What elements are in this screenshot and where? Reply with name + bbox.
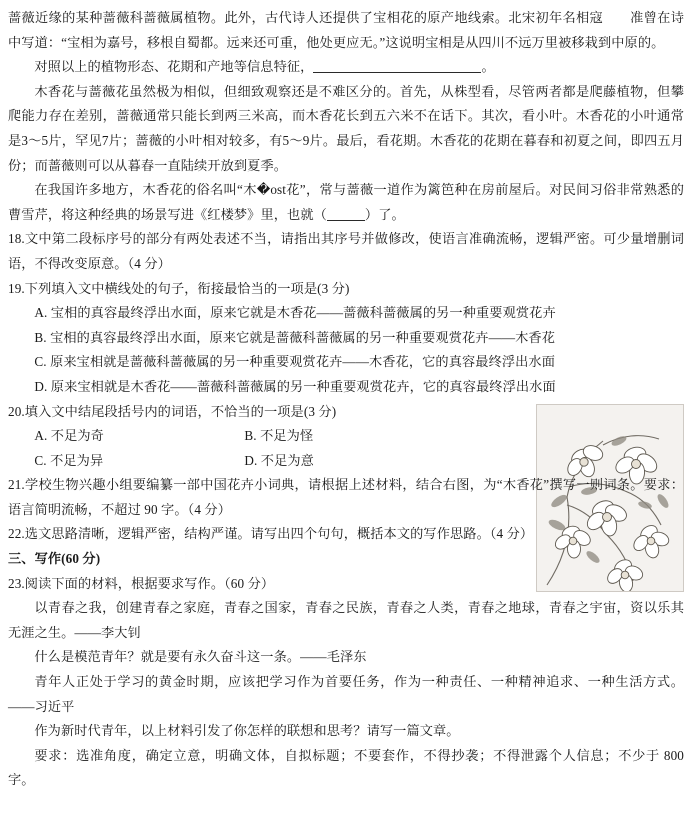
writing-quote-2-text: 什么是模范青年？就是要有永久奋斗这一条。 xyxy=(34,649,301,665)
question-18 xyxy=(8,227,684,276)
paragraph-compare: 木香花与蔷薇花虽然极为相似，但细致观察还是不难区分的。首先，从株型看，尽管两者都是爬藤植物，但攀爬能力存在差别，蔷薇通常只能长到两三米高，而木香花长到五六米不在话下。其次，看小叶。木香花的小叶通常是3～5片，罕见7片；蔷薇的小叶相对较多，有5～9片。最后，看花期。木香花的花期在暮春和初夏之间，即四五月份；而蔷薇则可以从暮春一直陆续开放到夏季。 xyxy=(8,83,684,173)
writing-quote-2-attribution: ——毛泽东 xyxy=(300,649,367,665)
question-22-text: 选文思路清晰，逻辑严密，结构严谨。请写出四个句句，概括本文的写作思路。（4 分） xyxy=(24,526,534,542)
fill-in-blank-mid[interactable] xyxy=(327,220,365,221)
question-20-option-row-2 xyxy=(8,449,684,474)
question-19-option-b[interactable]: B. 宝相的真容最终浮出水面，原来它就是蔷薇科蔷薇属的另一种重要观赏花卉——木香花 xyxy=(34,329,556,345)
question-21-text: 学校生物兴趣小组要编纂一部中国花卉小词典，请根据上述材料，结合右图，为“木香花”撰写一则词条。要求：语言简明流畅，不超过 90 字。（4 分） xyxy=(8,477,684,517)
paragraph-folk-after: ）了。 xyxy=(364,206,405,222)
question-23-text: 阅读下面的材料，根据要求写作。（60 分） xyxy=(24,575,275,591)
paragraph-intro-2 xyxy=(8,55,684,80)
writing-quote-2 xyxy=(8,645,684,670)
question-20-option-d[interactable]: D. 不足为意 xyxy=(244,452,314,468)
exam-body xyxy=(8,6,684,793)
question-19-option-c[interactable]: C. 原来宝相就是蔷薇科蔷薇属的另一种重要观赏花卉——木香花，它的真容最终浮出水面 xyxy=(34,354,556,370)
question-18-text: 文中第二段标序号的部分有两处表述不当，请指出其序号并做修改，使语言准确流畅，逻辑严密。可少量增删词语，不得改变原意。（4 分） xyxy=(8,231,684,271)
question-20-option-a[interactable]: A. 不足为奇 xyxy=(34,428,104,444)
paragraph-intro-2-after: 。 xyxy=(481,59,495,75)
question-19-option-d[interactable]: D. 原来宝相就是木香花——蔷薇科蔷薇属的另一种重要观赏花卉，它的真容最终浮出水面 xyxy=(34,378,556,394)
paragraph-folk-before: 在我国许多地方，木香花的俗名叫“木�ost花”，常与蔷薇一道作为篱笆种在房前屋后。对民间习俗非常熟悉的曹雪芹，将这种经典的场景写进《红楼梦》里，也就（ xyxy=(8,182,684,222)
question-22-number: 22. xyxy=(8,526,25,542)
question-20-number: 20. xyxy=(8,403,25,419)
question-20-stem xyxy=(8,400,684,425)
question-19-text: 下列填入文中横线处的句子，衔接最恰当的一项是(3 分) xyxy=(24,280,350,296)
writing-quote-3 xyxy=(8,670,684,719)
writing-quote-1-text: 以青春之我，创建青春之家庭，青春之国家，青春之民族，青春之人类，青春之地球，青春之宇宙，资以乐其无涯之生。 xyxy=(8,600,684,640)
writing-requirements: 要求：选准角度，确定立意，明确文体，自拟标题；不要套作，不得抄袭；不得泄露个人信息；不少于 800 字。 xyxy=(8,747,684,788)
writing-quote-3-text: 青年人正处于学习的黄金时期，应该把学习作为首要任务，作为一种责任、一种精神追求、一种生活方式。 xyxy=(34,674,684,690)
question-21 xyxy=(8,473,684,522)
question-22 xyxy=(8,522,684,547)
question-21-number: 21. xyxy=(8,477,25,493)
question-20-text: 填入文中结尾段括号内的词语，不恰当的一项是(3 分) xyxy=(24,403,337,419)
question-19-number: 19. xyxy=(8,280,25,296)
paragraph-intro-1: 蔷薇近缘的某种蔷薇科蔷薇属植物。此外，古代诗人还提供了宝相花的原产地线索。北宋初年名相寇 准曾在诗中写道：“宝相为嘉号，移根自蜀都。远来还可重，他处更应无。”这说明宝相是从四川不远万里被移栽到中原的。 xyxy=(8,10,684,50)
writing-quote-3-attribution: ——习近平 xyxy=(8,698,75,714)
question-19-option-a[interactable]: A. 宝相的真容最终浮出水面，原来它就是木香花——蔷薇科蔷薇属的另一种重要观赏花卉 xyxy=(34,305,556,321)
question-18-number: 18. xyxy=(8,231,25,247)
question-23-number: 23. xyxy=(8,575,25,591)
paragraph-folk xyxy=(8,178,684,227)
section-title-writing: 三、写作(60 分) xyxy=(8,551,101,567)
writing-task: 作为新时代青年，以上材料引发了你怎样的联想和思考？请写一篇文章。 xyxy=(34,723,460,739)
fill-in-blank-long[interactable] xyxy=(313,72,481,73)
writing-quote-1-attribution: ——李大钊 xyxy=(74,624,141,640)
question-19-stem xyxy=(8,277,684,302)
question-20-option-c[interactable]: C. 不足为异 xyxy=(34,452,104,468)
question-20-option-b[interactable]: B. 不足为怪 xyxy=(244,428,314,444)
writing-quote-1 xyxy=(8,596,684,645)
question-23-prompt xyxy=(8,572,684,597)
paragraph-intro-2-before: 对照以上的植物形态、花期和产地等信息特征， xyxy=(34,59,314,75)
question-20-option-row-1 xyxy=(8,424,684,449)
